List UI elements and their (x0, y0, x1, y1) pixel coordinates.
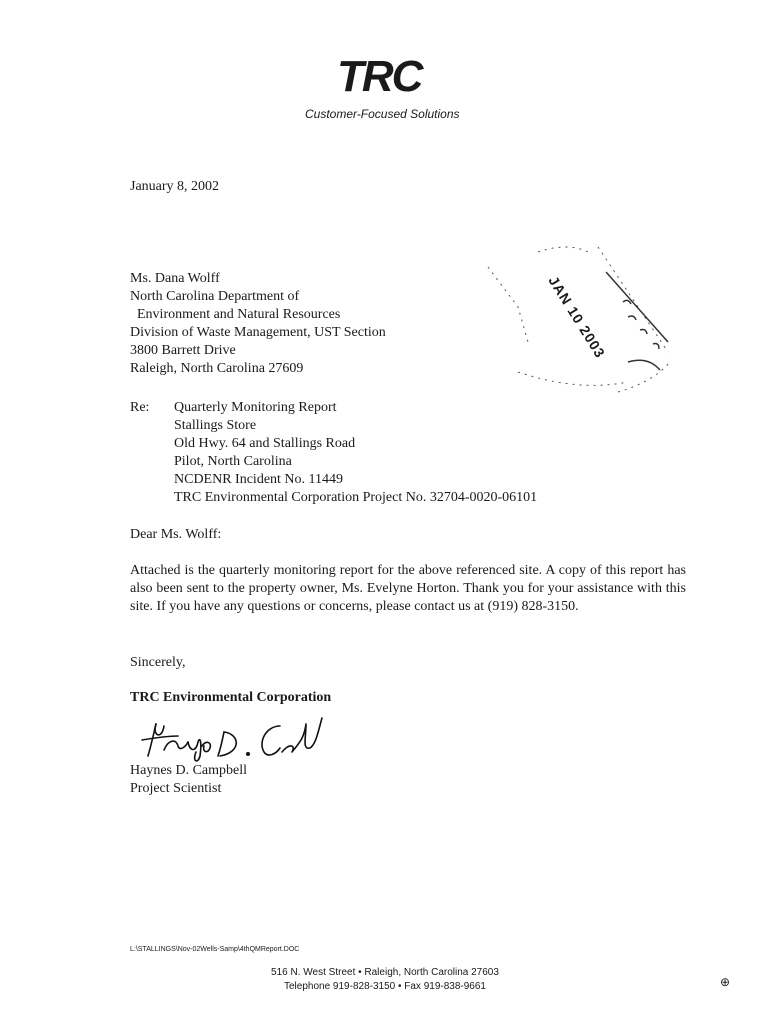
stamp-date: JAN 10 2003 (545, 273, 609, 361)
reference-line: Quarterly Monitoring Report (174, 400, 337, 415)
file-path: L:\STALLINGS\Nov-02Wells-Samp\4thQMReport.DOC (130, 946, 300, 953)
reference-line: NCDENR Incident No. 11449 (174, 472, 344, 487)
letter-date: January 8, 2002 (130, 179, 220, 194)
recycle-icon: ⊕ (720, 975, 731, 989)
recipient-line: North Carolina Department of (130, 289, 300, 304)
company-name: TRC Environmental Corporation (130, 690, 332, 705)
reference-label: Re: (130, 400, 150, 415)
reference-line: TRC Environmental Corporation Project No. 32704-0020-06101 (174, 490, 538, 505)
reference-block (174, 399, 537, 507)
signer-title: Project Scientist (130, 781, 222, 796)
recipient-line: Division of Waste Management, UST Section (130, 325, 386, 340)
footer-phone: Telephone 919-828-3150 • Fax 919-838-9661 (284, 981, 486, 992)
company-tagline: Customer-Focused Solutions (305, 107, 460, 121)
footer-contact (0, 966, 770, 994)
closing: Sincerely, (130, 655, 186, 670)
footer-address: 516 N. West Street • Raleigh, North Carolina 27603 (271, 967, 499, 978)
recipient-line: 3800 Barrett Drive (130, 343, 236, 358)
company-logo: TRC (337, 52, 422, 101)
recipient-line: Raleigh, North Carolina 27609 (130, 361, 304, 376)
handwritten-signature (140, 712, 330, 768)
signer-name: Haynes D. Campbell (130, 763, 248, 778)
received-stamp (478, 232, 674, 407)
recipient-line: Ms. Dana Wolff (130, 271, 220, 286)
reference-line: Old Hwy. 64 and Stallings Road (174, 436, 356, 451)
reference-line: Pilot, North Carolina (174, 454, 292, 469)
recipient-address (130, 270, 386, 378)
reference-line: Stallings Store (174, 418, 257, 433)
recipient-line: Environment and Natural Resources (137, 307, 341, 322)
signer-block (130, 762, 247, 798)
body-paragraph: Attached is the quarterly monitoring report for the above referenced site. A copy of this report has also been sent to the property owner, Ms. Evelyne Horton. Thank you for your assistance with this site. If you have any questions or concerns, please contact us at (919) 828-3150. (130, 563, 686, 614)
salutation: Dear Ms. Wolff: (130, 527, 222, 542)
